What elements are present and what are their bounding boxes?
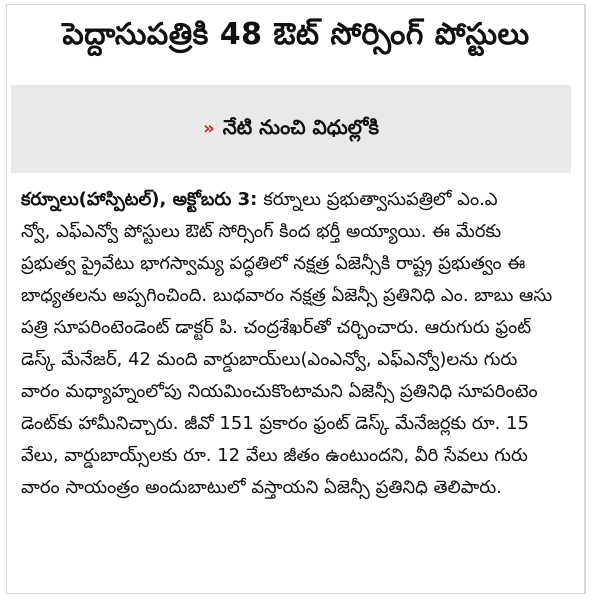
body-line (21, 441, 528, 473)
subheading-band (11, 85, 571, 173)
body-line (21, 473, 502, 505)
body-line-text: వేలు, వార్డుబాయ్స్‌లకు రూ. 12 వేలు జీతం ఉంటుందని, వీరి సేవలు గురు (21, 444, 528, 466)
body-line-text: డెస్క్ మేనేజర్, 42 మంది వార్డుబాయ్‌లు(ఎంఎన్వో, ఎఫ్ఎన్వో)లను గురు (21, 348, 518, 370)
body-line (21, 313, 531, 345)
right-border (584, 5, 585, 593)
dateline: కర్నూలు(హాస్పిటల్), అక్టోబరు 3: (21, 188, 258, 210)
body-line (21, 281, 552, 313)
body-line-text: పత్రి సూపరింటెండెంట్ డాక్టర్ పి. చంద్రశేఖర్‌తో చర్చించారు. ఆరుగురు ఫ్రంట్ (21, 316, 532, 338)
body-line (21, 409, 529, 441)
body-line (21, 345, 517, 377)
subheading-text: నేటి నుంచి విధుల్లోకి (222, 114, 379, 139)
body-line-text: ప్రభుత్వ ప్రైవేటు భాగస్వామ్య పద్ధతిలో నక్షత్ర ఏజెన్సీకి రాష్ట్ర ప్రభుత్వం ఈ (21, 252, 526, 274)
body-line-text: వారం మధ్యాహ్నంలోపు నియమించుకొంటామని ఏజెన్సీ ప్రతినిధి సూపరింటెం (21, 380, 538, 402)
body-line-text: బాధ్యతలను అప్పగించింది. బుధవారం నక్షత్ర ఏజెన్సీ ప్రతినిధి ఎం. బాబు ఆసు (21, 284, 553, 306)
body-line-text: న్వో, ఎఫ్ఎన్వో పోస్టులు ఔట్ సోర్సింగ్ కింద భర్తీ అయ్యాయి. ఈ మేరకు (21, 220, 502, 242)
body-line-text: కర్నూలు ప్రభుత్వాసుపత్రిలో ఎం.ఎ (263, 188, 498, 210)
news-clipping (6, 4, 586, 594)
body-line-text: వారం సాయంత్రం అందుబాటులో వస్తాయని ఏజెన్సీ ప్రతినిధి తెలిపారు. (21, 476, 502, 498)
subheading (203, 115, 379, 144)
body-line (21, 249, 525, 281)
body-line (21, 185, 498, 217)
double-chevron-icon: » (203, 118, 215, 139)
body-line (21, 217, 501, 249)
body-line (21, 377, 538, 409)
headline: పెద్దాసుపత్రికి 48 ఔట్ సోర్సింగ్ పోస్టులు (62, 17, 530, 52)
body-line-text: డెంట్‌కు హామీనిచ్చారు. జీవో 151 ప్రకారం ఫ్రంట్ డెస్క్ మేనేజర్లకు రూ. 15 (21, 412, 529, 434)
